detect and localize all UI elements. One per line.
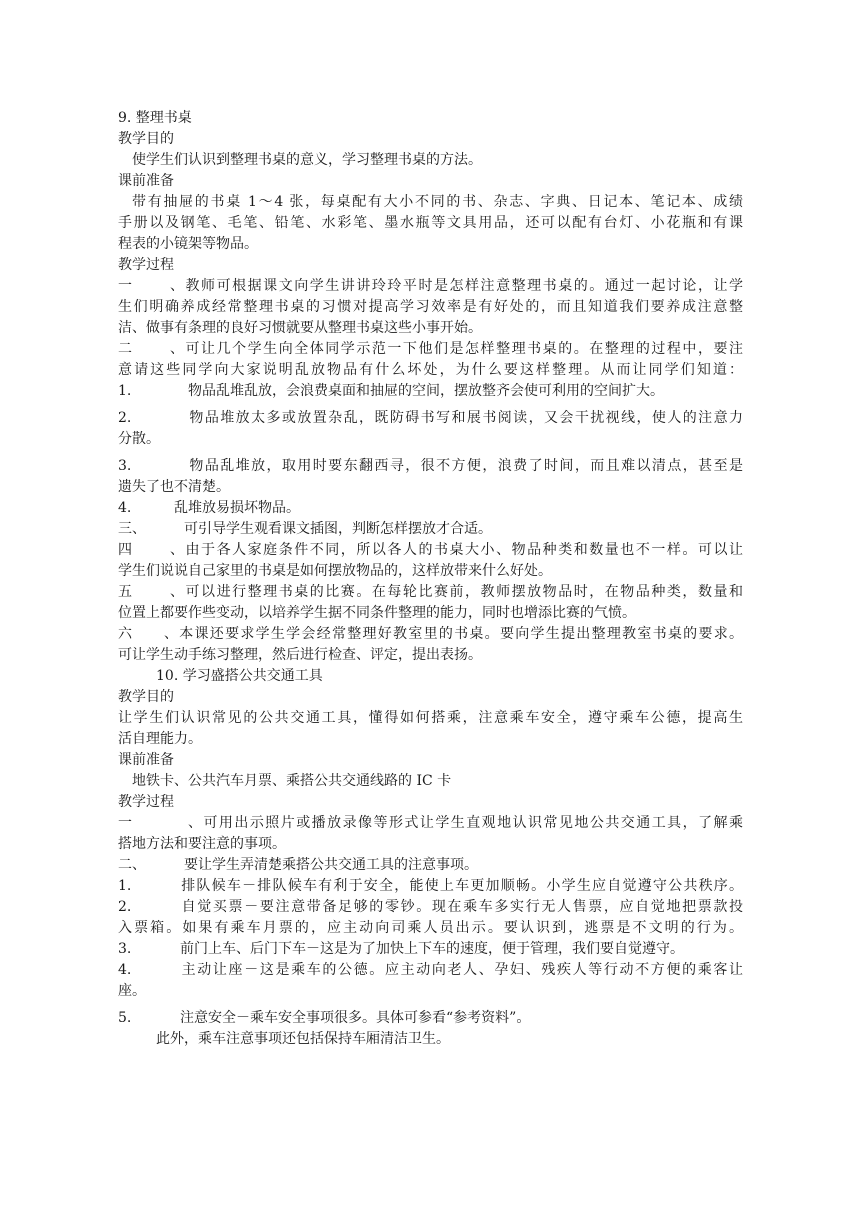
lesson10-step-2 <box>118 855 743 876</box>
step-text: 可以进行整理书桌的比赛。在每轮比赛前，教师摆放物品时，在物品种类，数量和 <box>184 584 743 600</box>
lesson9-step-1-cont: 生们明确养成经常整理书桌的习惯对提高学习效率是有好处的，而且知道我们要养成注意整 <box>118 299 743 315</box>
point-text: 乱堆放易损坏物品。 <box>174 500 300 516</box>
lesson9-step-4 <box>118 540 743 561</box>
point-number: 5. <box>118 1010 132 1026</box>
step-text: 可用出示照片或播放录像等形式让学生直观地认识常见地公共交通工具，了解乘 <box>202 815 743 831</box>
lesson9-point-4 <box>118 498 743 519</box>
step-number: 一、 <box>118 815 202 831</box>
lesson10-point-3 <box>118 939 743 960</box>
point-text: 前门上车、后门下车－这是为了加快上下车的速度，便于管理，我们要自觉遵守。 <box>180 941 684 957</box>
document-body <box>118 108 743 1050</box>
lesson9-step-3 <box>118 519 743 540</box>
lesson10-point-4 <box>118 960 743 981</box>
step-number: 二、 <box>118 857 146 873</box>
point-text: 物品乱堆放，取用时要东翻西寻，很不方便，浪费了时间，而且难以清点，甚至是 <box>188 458 743 474</box>
lesson9-goal-text: 使学生们认识到整理书桌的意义，学习整理书桌的方法。 <box>132 152 482 168</box>
lesson9-point-2-cont: 分散。 <box>118 431 160 447</box>
step-number: 三、 <box>118 521 146 537</box>
lesson9-step-2-cont: 意请这些同学向大家说明乱放物品有什么坏处，为什么要这样整理。从而让同学们知道： <box>118 362 743 378</box>
lesson9-step-1-cont: 洁、做事有条理的良好习惯就要从整理书桌这些小事开始。 <box>118 320 482 336</box>
lesson10-title: 10. 学习盛搭公共交通工具 <box>156 668 323 684</box>
lesson9-prep-line: 带有抽屉的书桌 1～4 张，每桌配有大小不同的书、杂志、字典、日记本、笔记本、成绩 <box>132 194 743 210</box>
lesson9-prep-line: 程表的小镜架等物品。 <box>118 236 258 252</box>
step-text: 由于各人家庭条件不同，所以各人的书桌大小、物品种类和数量也不一样。可以让 <box>184 542 743 558</box>
lesson9-point-2 <box>118 408 743 429</box>
point-number: 4. <box>118 500 132 516</box>
lesson9-point-3-cont: 遗失了也不清楚。 <box>118 479 230 495</box>
lesson10-closing: 此外，乘车注意事项还包括保持车厢清洁卫生。 <box>156 1031 450 1047</box>
step-text: 要让学生弄清楚乘搭公共交通工具的注意事项。 <box>184 857 478 873</box>
lesson9-step-1 <box>118 276 743 297</box>
lesson10-step-1-cont: 搭地方法和要注意的事项。 <box>118 836 286 852</box>
step-text: 可让几个学生向全体同学示范一下他们是怎样整理书桌的。在整理的过程中，要注 <box>184 341 743 357</box>
lesson10-prep-text: 地铁卡、公共汽车月票、乘搭公共交通线路的 IC 卡 <box>132 773 452 789</box>
step-number: 五、 <box>118 584 184 600</box>
point-number: 4. <box>118 962 132 978</box>
lesson10-point-1 <box>118 876 743 897</box>
lesson9-step-6 <box>118 624 743 645</box>
lesson10-goal-line: 活自理能力。 <box>118 731 202 747</box>
lesson10-point-2 <box>118 897 743 918</box>
lesson9-goal-heading: 教学目的 <box>118 131 174 147</box>
lesson9-point-3 <box>118 456 743 477</box>
step-text: 教师可根据课文向学生讲讲玲玲平时是怎样注意整理书桌的。通过一起讨论，让学 <box>184 278 743 294</box>
point-text: 物品乱堆乱放，会浪费桌面和抽屉的空间，摆放整齐会使可利用的空间扩大。 <box>188 383 664 399</box>
point-text: 主动让座－这是乘车的公德。应主动向老人、孕妇、残疾人等行动不方便的乘客让 <box>180 962 743 978</box>
lesson10-prep-heading: 课前准备 <box>118 752 174 768</box>
point-number: 1. <box>118 878 132 894</box>
step-text: 本课还要求学生学会经常整理好教室里的书桌。要向学生提出整理教室书桌的要求。 <box>178 626 743 642</box>
step-number: 二、 <box>118 341 184 357</box>
point-text: 排队候车－排队候车有利于安全，能使上车更加顺畅。小学生应自觉遵守公共秩序。 <box>180 878 743 894</box>
lesson9-step-2 <box>118 339 743 360</box>
lesson10-point-4-cont: 座。 <box>118 983 146 999</box>
lesson10-goal-line: 让学生们认识常见的公共交通工具，懂得如何搭乘，注意乘车安全，遵守乘车公德，提高生 <box>118 710 743 726</box>
lesson10-goal-heading: 教学目的 <box>118 689 174 705</box>
point-text: 注意安全－乘车安全事项很多。具体可参看“参考资料”。 <box>180 1010 531 1026</box>
point-text: 物品堆放太多或放置杂乱，既防碍书写和展书阅读，又会干扰视线，使人的注意力 <box>188 410 743 426</box>
lesson9-title: 9. 整理书桌 <box>118 110 192 126</box>
lesson9-point-1 <box>118 381 743 402</box>
lesson10-point-2-cont: 入票箱。如果有乘车月票的，应主动向司乘人员出示。要认识到，逃票是不文明的行为。 <box>118 920 743 936</box>
step-text: 可引导学生观看课文插图，判断怎样摆放才合适。 <box>184 521 492 537</box>
lesson9-prep-line: 手册以及钢笔、毛笔、铅笔、水彩笔、墨水瓶等文具用品，还可以配有台灯、小花瓶和有课 <box>118 215 743 231</box>
point-number: 1. <box>118 383 132 399</box>
point-number: 3. <box>118 458 132 474</box>
lesson9-step-6-cont: 可让学生动手练习整理，然后进行检查、评定，提出表扬。 <box>118 647 482 663</box>
lesson9-process-heading: 教学过程 <box>118 257 174 273</box>
point-text: 自觉买票－要注意带备足够的零钞。现在乘车多实行无人售票，应自觉地把票款投 <box>180 899 743 915</box>
lesson9-step-5 <box>118 582 743 603</box>
point-number: 2. <box>118 410 132 426</box>
lesson9-step-5-cont: 位置上都要作些变动，以培养学生据不同条件整理的能力，同时也增添比赛的气愤。 <box>118 605 636 621</box>
step-number: 六、 <box>118 626 178 642</box>
step-number: 一、 <box>118 278 184 294</box>
lesson10-step-1 <box>118 813 743 834</box>
step-number: 四、 <box>118 542 184 558</box>
lesson10-point-5 <box>118 1008 743 1029</box>
point-number: 2. <box>118 899 132 915</box>
lesson9-prep-heading: 课前准备 <box>118 173 174 189</box>
lesson9-step-4-cont: 学生们说说自己家里的书桌是如何摆放物品的，这样放带来什么好处。 <box>118 563 552 579</box>
point-number: 3. <box>118 941 132 957</box>
lesson10-process-heading: 教学过程 <box>118 794 174 810</box>
